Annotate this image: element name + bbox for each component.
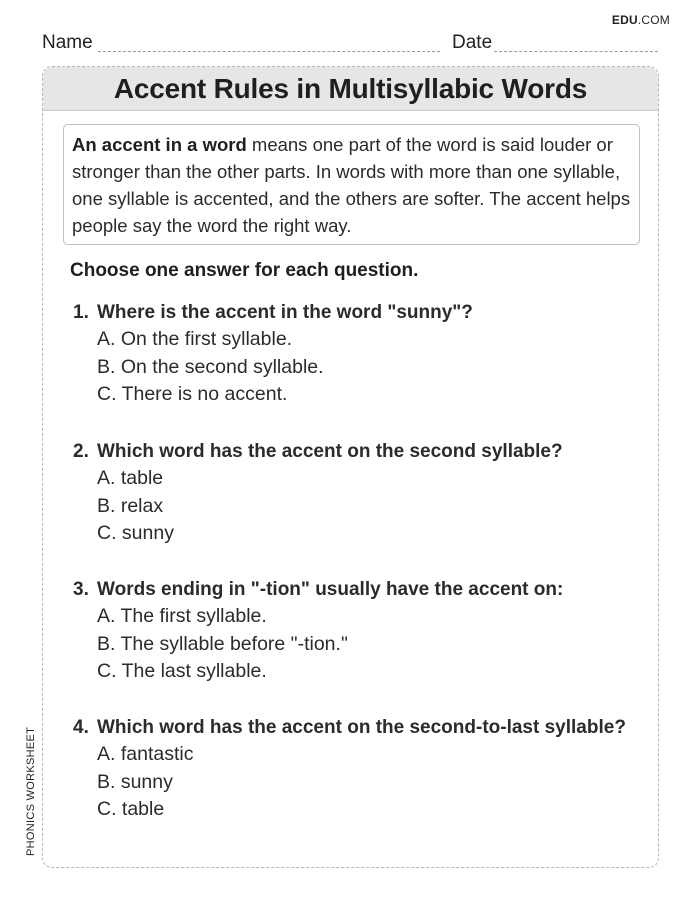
brand-logo xyxy=(612,13,670,27)
answer-option-b[interactable]: B. On the second syllable. xyxy=(97,355,324,378)
question-2 xyxy=(73,438,633,548)
brand-domain: .COM xyxy=(637,13,670,27)
question-number: 4. xyxy=(73,717,89,738)
answer-option-a[interactable]: A. table xyxy=(97,467,164,489)
name-field-line[interactable] xyxy=(98,51,440,52)
question-prompt xyxy=(73,299,633,326)
worksheet-category-label: PHONICS WORKSHEET xyxy=(25,726,37,856)
answer-option-a[interactable]: A. On the first syllable. xyxy=(97,328,293,350)
question-4 xyxy=(73,714,633,824)
answer-option-c[interactable]: C. sunny xyxy=(97,522,174,544)
worksheet-header xyxy=(42,32,658,54)
question-number: 1. xyxy=(73,302,89,323)
question-text: Words ending in "-tion" usually have the accent on: xyxy=(97,579,564,600)
question-3 xyxy=(73,576,633,686)
date-field-line[interactable] xyxy=(494,51,658,52)
answer-option-c[interactable]: C. There is no accent. xyxy=(97,383,288,405)
answer-options xyxy=(73,465,633,548)
title-bar xyxy=(43,67,658,111)
answer-option-c[interactable]: C. table xyxy=(97,798,165,820)
question-text: Which word has the accent on the second-to-last syllable? xyxy=(97,717,626,738)
question-number: 3. xyxy=(73,579,89,600)
question-prompt xyxy=(73,714,633,741)
instruction-text: Choose one answer for each question. xyxy=(70,260,419,281)
intro-text: means one part of the word is said louder or stronger than the other parts. In words with more than one syllable, one syllable is accented, and the others are softer. The accent helps people say the word the right way. xyxy=(72,134,631,236)
answer-option-b[interactable]: B. sunny xyxy=(97,770,173,793)
intro-box xyxy=(63,124,640,245)
worksheet-panel xyxy=(42,66,659,868)
name-label: Name xyxy=(42,32,93,53)
intro-bold-text: An accent in a word xyxy=(72,134,247,155)
answer-option-a[interactable]: A. The first syllable. xyxy=(97,605,267,627)
date-label: Date xyxy=(452,32,493,53)
answer-options xyxy=(73,603,633,686)
answer-option-b[interactable]: B. The syllable before "-tion." xyxy=(97,632,348,655)
question-text: Which word has the accent on the second syllable? xyxy=(97,441,563,462)
answer-option-a[interactable]: A. fantastic xyxy=(97,743,194,765)
answer-options xyxy=(73,326,633,409)
answer-option-b[interactable]: B. relax xyxy=(97,494,164,517)
answer-options xyxy=(73,741,633,824)
question-number: 2. xyxy=(73,441,89,462)
page-title: Accent Rules in Multisyllabic Words xyxy=(113,73,588,104)
answer-option-c[interactable]: C. The last syllable. xyxy=(97,660,267,682)
question-text: Where is the accent in the word "sunny"? xyxy=(97,302,473,323)
question-prompt xyxy=(73,438,633,465)
question-1 xyxy=(73,299,633,409)
question-prompt xyxy=(73,576,633,603)
brand-name: EDU xyxy=(611,13,638,27)
